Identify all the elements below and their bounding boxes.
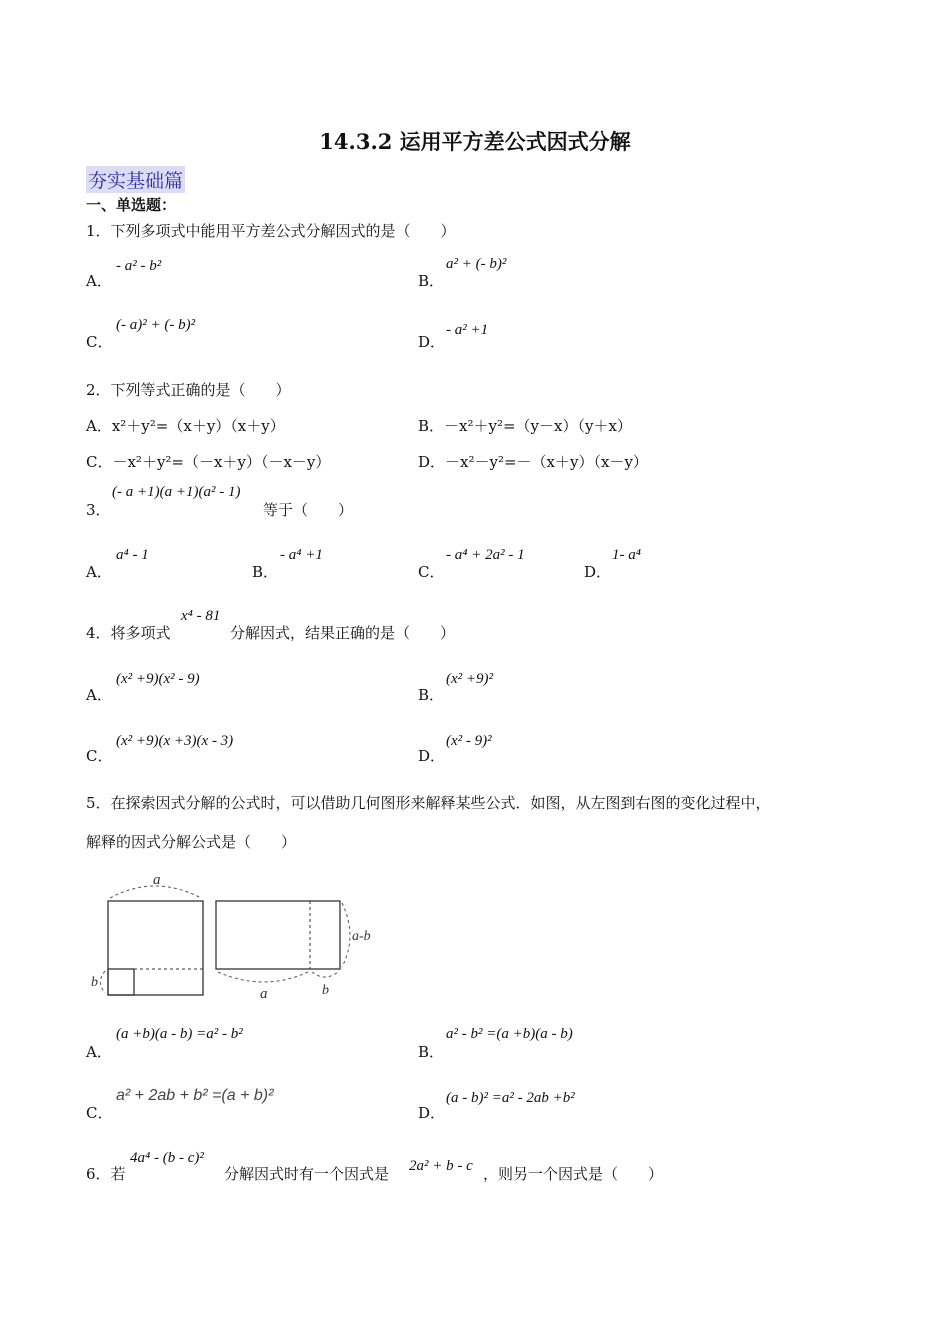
q4-option-c-label: C． <box>86 747 113 765</box>
label-b-left: b <box>91 975 98 990</box>
q5-option-c: a² + 2ab + b² =(a + b)² <box>116 1087 274 1104</box>
q3-option-a-label: A． <box>86 563 112 581</box>
q3-option-d: 1- a⁴ <box>612 547 641 563</box>
q1-option-c: (- a)² + (- b)² <box>116 317 196 333</box>
q2-option-d: D．－x²－y²=－（x＋y）（x－y） <box>418 453 648 471</box>
q2-option-c: C．－x²＋y²=（－x＋y）（－x－y） <box>86 453 331 471</box>
part-heading: 一、单选题： <box>86 196 177 214</box>
brace-left-b <box>101 971 106 993</box>
question-4-stem-start: 4．将多项式 <box>86 624 171 642</box>
brace-right-amb <box>342 903 350 967</box>
question-3-number: 3． <box>86 501 111 519</box>
q5-option-b: a² - b² =(a +b)(a - b) <box>446 1026 573 1042</box>
q4-option-c: (x² +9)(x +3)(x - 3) <box>116 733 234 749</box>
q3-option-c-label: C． <box>418 563 445 581</box>
q5-option-d: (a - b)² =a² - 2ab +b² <box>446 1090 575 1106</box>
label-b-bottom: b <box>322 983 329 998</box>
question-3-tail: 等于（ ） <box>263 501 354 519</box>
question-4-tail: 分解因式，结果正确的是（ ） <box>230 624 456 642</box>
q5-option-c-label: C． <box>86 1104 113 1122</box>
question-2-stem: 2．下列等式正确的是（ ） <box>86 381 291 399</box>
q1-option-d: - a² +1 <box>446 322 489 338</box>
page-title: 14.3.2 运用平方差公式因式分解 <box>319 129 631 154</box>
q3-option-a: a⁴ - 1 <box>116 547 149 563</box>
question-4-expression: x⁴ - 81 <box>181 608 221 624</box>
q4-option-b: (x² +9)² <box>446 671 494 687</box>
q4-option-d: (x² - 9)² <box>446 733 492 749</box>
q4-option-a-label: A． <box>86 686 112 704</box>
q5-option-a-label: A． <box>86 1043 112 1061</box>
question-1-stem: 1．下列多项式中能用平方差公式分解因式的是（ ） <box>86 222 456 240</box>
q4-option-a: (x² +9)(x² - 9) <box>116 671 200 687</box>
section-heading: 夯实基础篇 <box>86 166 185 193</box>
q2-option-a: A．x²＋y²=（x＋y）（x＋y） <box>86 417 285 435</box>
left-square <box>108 901 203 995</box>
brace-bottom-b <box>312 972 338 977</box>
q5-option-a: (a +b)(a - b) =a² - b² <box>116 1026 243 1042</box>
q5-option-d-label: D． <box>418 1104 446 1122</box>
question-5-line-2: 解释的因式分解公式是（ ） <box>86 833 297 851</box>
question-6-factor: 2a² + b - c <box>409 1158 473 1174</box>
small-square <box>108 969 134 995</box>
question-6-tail: ，则另一个因式是（ ） <box>483 1165 664 1183</box>
label-a-top: a <box>153 872 161 888</box>
question-5-line-1: 5．在探索因式分解的公式时，可以借助几何图形来解释某些公式．如图，从左图到右图的变化过程中， <box>86 794 771 812</box>
question-3-expression: (- a +1)(a +1)(a² - 1) <box>112 484 241 500</box>
geometry-figure <box>88 868 388 1003</box>
q5-option-b-label: B． <box>418 1043 445 1061</box>
q2-option-b: B．－x²＋y²=（y－x）（y＋x） <box>418 417 632 435</box>
q4-option-b-label: B． <box>418 686 445 704</box>
q1-option-a-label: A． <box>86 272 112 290</box>
right-rectangle <box>216 901 340 969</box>
question-6-expression: 4a⁴ - (b - c)² <box>130 1150 204 1166</box>
brace-bottom-a <box>218 972 308 982</box>
q3-option-b: - a⁴ +1 <box>280 547 323 563</box>
label-a-bottom: a <box>260 986 268 1002</box>
question-6-mid: 分解因式时有一个因式是 <box>224 1165 390 1183</box>
q1-option-b: a² + (- b)² <box>446 256 507 272</box>
question-6-stem-start: 6．若 <box>86 1165 126 1183</box>
q1-option-b-label: B． <box>418 272 445 290</box>
q3-option-c: - a⁴ + 2a² - 1 <box>446 547 525 563</box>
q1-option-c-label: C． <box>86 333 113 351</box>
q3-option-b-label: B． <box>252 563 279 581</box>
q3-option-d-label: D． <box>584 563 612 581</box>
q1-option-a: - a² - b² <box>116 258 162 274</box>
q4-option-d-label: D． <box>418 747 446 765</box>
q1-option-d-label: D． <box>418 333 446 351</box>
label-a-minus-b: a-b <box>352 929 371 944</box>
